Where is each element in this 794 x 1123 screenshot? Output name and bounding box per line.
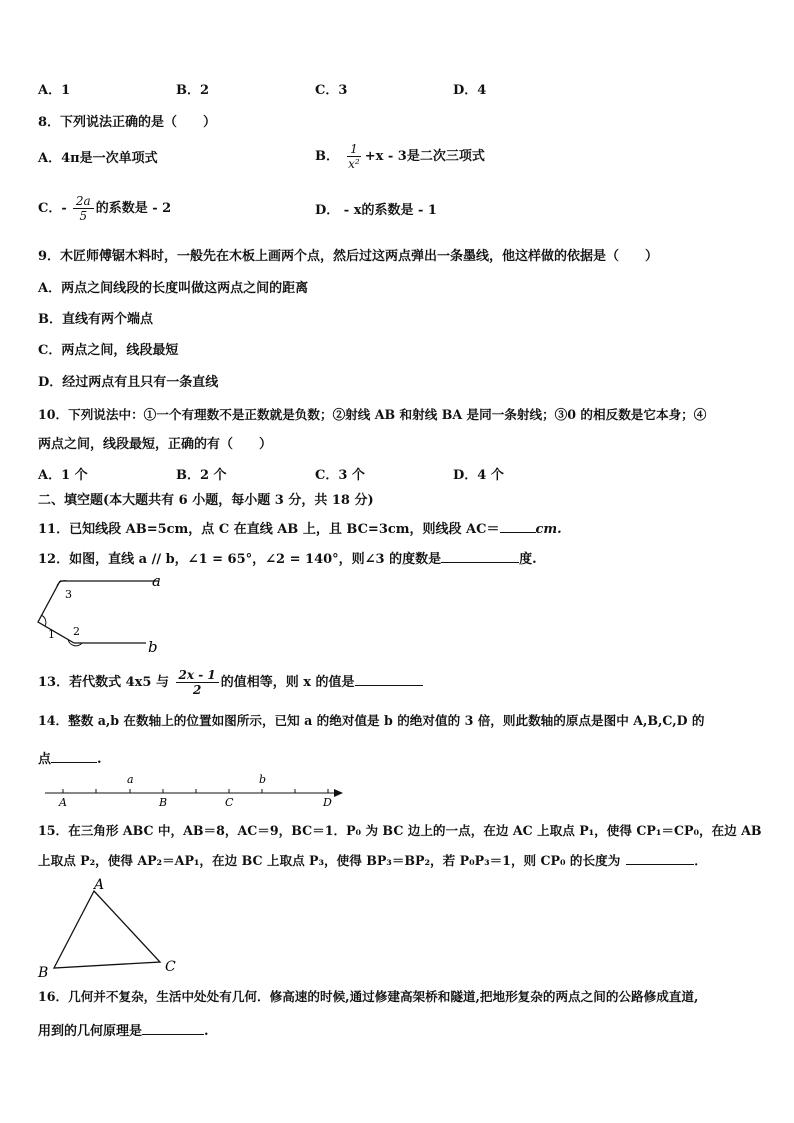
q14-label-A: A	[59, 796, 67, 809]
q9-option-b: B．直线有两个端点	[38, 312, 153, 327]
q10-option-c: C．3 个	[315, 468, 365, 483]
q12-label-a: a	[152, 572, 161, 590]
q16-line2: 用到的几何原理是 .	[38, 1024, 209, 1039]
q15-triangle-figure	[34, 874, 184, 980]
q7-option-d: D．4	[453, 83, 487, 98]
q14-label-a: a	[127, 773, 134, 786]
q8-option-d: D． - x的系数是 - 1	[315, 203, 437, 218]
q13-answer-blank[interactable]	[355, 673, 423, 686]
q11-text: 11．已知线段 AB=5cm，点 C 在直线 AB 上，且 BC=3cm，则线段 AC＝ cm.	[38, 522, 562, 537]
section-heading: 二、填空题(本大题共有 6 小题，每小题 3 分，共 18 分)	[38, 493, 374, 508]
q14-answer-blank[interactable]	[51, 750, 97, 763]
q14-line1: 14．整数 a,b 在数轴上的位置如图所示，已知 a 的绝对值是 b 的绝对值的 3 倍，则此数轴的原点是图中 A,B,C,D 的	[38, 713, 705, 728]
q10-option-a: A．1 个	[38, 468, 88, 483]
q12-answer-blank[interactable]	[441, 550, 519, 563]
q12-figure	[34, 572, 174, 658]
q14-label-B: B	[159, 796, 168, 809]
q13-text: 13．若代数式 4x5 与 $\frac{2x - 1}{2}$ 的值相等，则 x 的值是	[38, 668, 423, 697]
q10-option-d: D．4 个	[453, 468, 504, 483]
q14-line2: 点 .	[38, 752, 102, 767]
q15-line1: 15．在三角形 ABC 中，AB＝8，AC＝9，BC＝1．P₀ 为 BC 边上的一点，在边 AC 上取点 P₁，使得 CP₁＝CP₀，在边 AB	[38, 823, 762, 838]
q15-label-A: A	[94, 877, 105, 893]
q8-c-fraction: $\frac{2a}{5}$	[73, 194, 94, 223]
q9-option-d: D．经过两点有且只有一条直线	[38, 375, 219, 390]
q10-line1: 10．下列说法中：①一个有理数不是正数就是负数；②射线 AB 和射线 BA 是同一条射线；③0 的相反数是它本身；④	[38, 407, 707, 422]
q16-answer-blank[interactable]	[142, 1022, 204, 1035]
q14-label-D: D	[323, 796, 332, 809]
q12-label-angle1: 1	[48, 628, 55, 641]
q15-answer-blank[interactable]	[626, 852, 694, 865]
q15-line2: 上取点 P₂，使得 AP₂＝AP₁，在边 BC 上取点 P₃，使得 BP₃＝BP₂，若 P₀P₃＝1，则 CP₀ 的长度为 ．	[38, 853, 707, 868]
q12-label-b: b	[148, 638, 158, 656]
q10-line2: 两点之间，线段最短，正确的有（ ）	[38, 437, 273, 452]
q11-answer-blank[interactable]	[500, 520, 536, 533]
q8-option-c: C．- $\frac{2a}{5}$ 的系数是 - 2	[38, 194, 172, 223]
q8-b-fraction: $\frac{1}{\text{x²}}$	[348, 142, 360, 171]
q7-option-a: A．1	[38, 83, 71, 98]
q9-stem: 9．木匠师傅锯木料时，一般先在木板上画两个点，然后过这两点弹出一条墨线，他这样做的依据是（ ）	[38, 249, 659, 264]
q9-option-c: C．两点之间，线段最短	[38, 343, 179, 358]
q12-label-angle2: 2	[73, 625, 80, 638]
q8-option-b: B． $\frac{1}{\text{x²}}$ +x - 3是二次三项式	[315, 142, 485, 171]
q8-option-a: A．4π是一次单项式	[38, 151, 158, 166]
q15-label-C: C	[165, 959, 176, 975]
q7-option-c: C．3	[315, 83, 348, 98]
q16-line1: 16．几何并不复杂，生活中处处有几何．修高速的时候,通过修建高架桥和隧道,把地形复杂的两点之间的公路修成直道,	[38, 989, 699, 1004]
q12-label-angle3: 3	[65, 588, 72, 601]
q13-fraction: $\frac{2x - 1}{2}$	[176, 668, 219, 697]
q7-option-b: B．2	[176, 83, 210, 98]
q14-label-b: b	[259, 773, 267, 786]
q8-stem: 8．下列说法正确的是（ ）	[38, 115, 217, 130]
q9-option-a: A．两点之间线段的长度叫做这两点之间的距离	[38, 281, 309, 296]
q14-label-C: C	[225, 796, 234, 809]
q10-option-b: B．2 个	[176, 468, 227, 483]
q12-text: 12．如图，直线 a // b，∠1 = 65°，∠2 = 140°，则∠3 的度数是 度.	[38, 552, 537, 567]
q14-number-line	[40, 770, 350, 810]
q15-label-B: B	[38, 965, 49, 980]
